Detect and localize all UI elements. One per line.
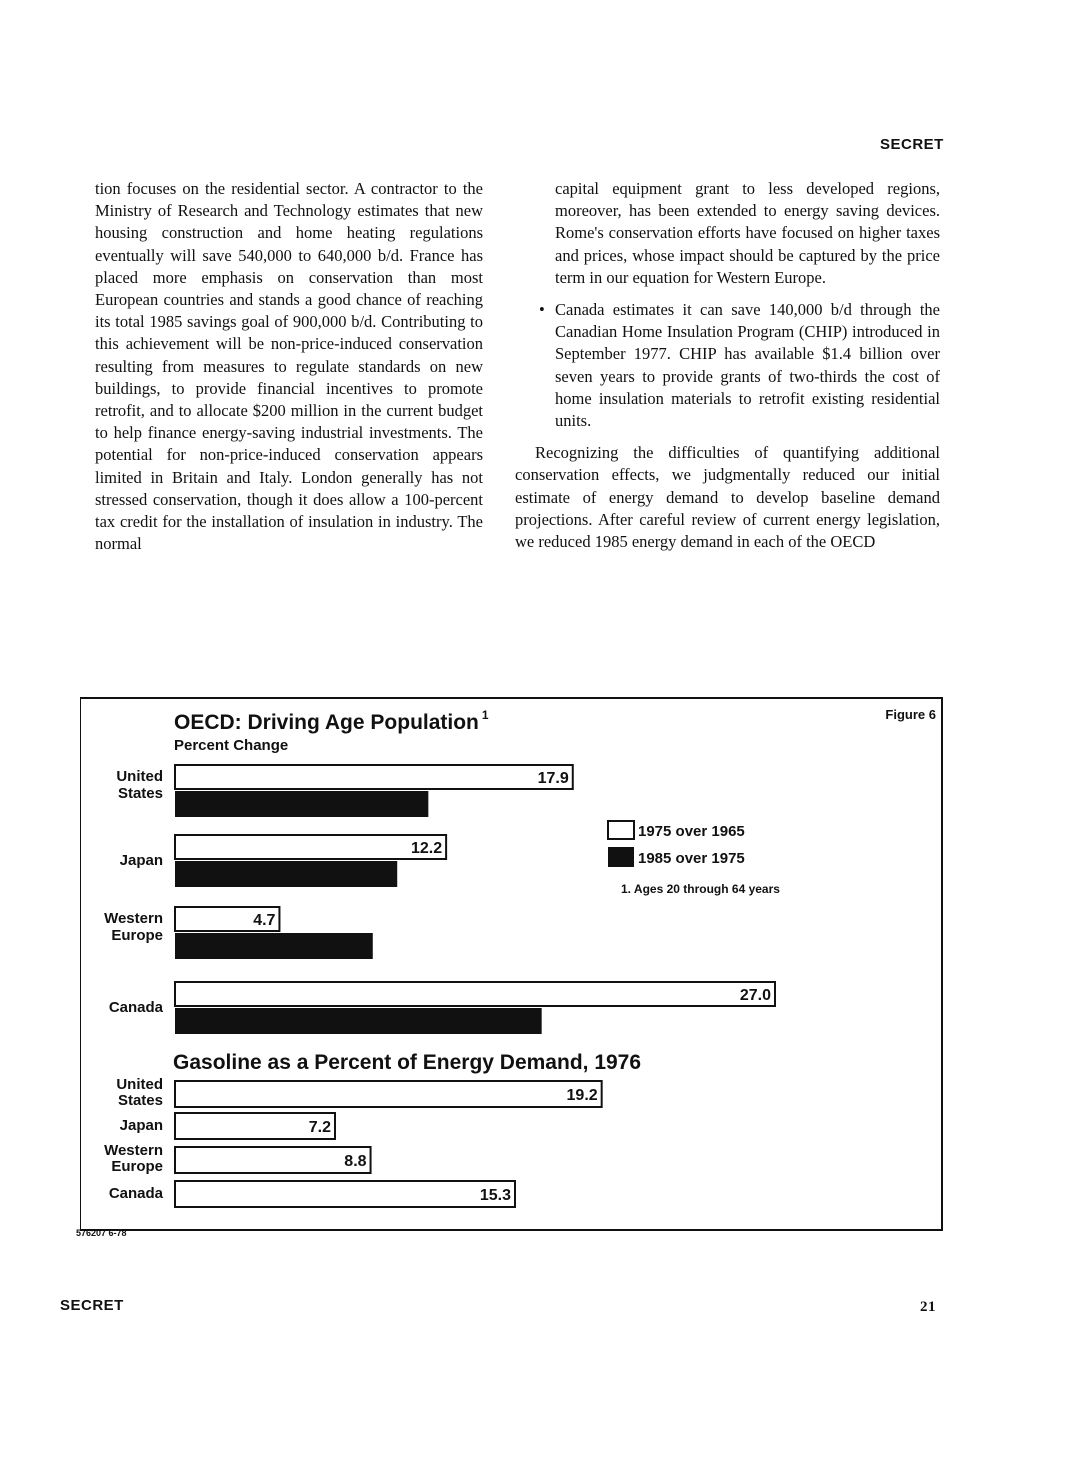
left-paragraph: tion focuses on the residential sector. A contractor to the Ministry of Research and Technology estimates that new housing construction and home heating regulations eventually will save 540,000 to 640,000 b/d. France has placed more emphasis on conservation than most European countries and stands a good chance of reaching its total 1985 savings goal of 900,000 b/d. Contributing to this achievement will be non-price-induced conservation resulting from measures to regulate standards on new buildings, to provide financial incentives to promote retrofit, and to allocate $200 million in the current budget to help finance energy-saving industrial investments. The potential for non-price-induced conservation appears limited in Britain and Italy. London generally has not stressed conservation, though it does allow a 100-percent tax credit for the installation of insulation in industry. The normal (95, 179, 483, 554)
chart1-bar-1975-over-1965 (175, 765, 573, 789)
chart2-category-label: Japan (119, 1117, 163, 1134)
legend-label-1985-over-1975: 1985 over 1975 (638, 850, 745, 867)
chart2-bar-value-label: 7.2 (308, 1119, 331, 1136)
chart2-bar (175, 1147, 371, 1173)
chart1-title-footnote-mark: 1 (481, 708, 489, 722)
chart1-category-label: States (117, 785, 163, 802)
chart2-category-label: Western (104, 1142, 163, 1159)
chart2-category-label: United (116, 1076, 163, 1093)
header-classification: SECRET (880, 136, 944, 153)
chart1-category-label: Canada (108, 999, 163, 1016)
chart2-category-label: Canada (108, 1185, 163, 1202)
chart2-bar-value-label: 19.2 (566, 1087, 598, 1104)
bullet-text: Canada estimates it can save 140,000 b/d through the Canadian Home Insulation Program (CHIP) introduced in September 1977. CHIP has available $1.4 billion over seven years to provide grants of two-thirds the cost of home insulation materials to retrofit existing residential units. (555, 300, 940, 431)
right-paragraph-1: capital equipment grant to less developed regions, moreover, has been extended to energy saving devices. Rome's conservation efforts have focused on higher taxes and prices, whose impact should be captured by the price term in our equation for Western Europe. (555, 179, 940, 287)
figure-label: Figure 6 (885, 707, 936, 722)
chart2-bar-value-label: 15.3 (479, 1187, 511, 1204)
legend-swatch-1975-over-1965 (608, 821, 634, 839)
legend-swatch-1985-over-1975 (608, 847, 634, 867)
chart2-category-label: Europe (111, 1158, 163, 1175)
figure-6-chart (81, 699, 941, 1229)
chart1-bar-1985-over-1975 (175, 1008, 542, 1034)
figure-6 (80, 697, 943, 1231)
figure-code: 576207 6-78 (76, 1228, 127, 1238)
chart1-title: OECD: Driving Age Population (174, 711, 479, 734)
chart1-bar-value-label: 4.7 (253, 912, 276, 929)
chart2-title: Gasoline as a Percent of Energy Demand, 1976 (173, 1051, 642, 1074)
chart1-bar-value-label: 12.2 (410, 840, 443, 857)
right-paragraph-2: Recognizing the difficulties of quantifying additional conservation effects, we judgmentally reduced our initial estimate of energy demand to develop baseline demand projections. After careful review of current energy legislation, we reduced 1985 energy demand in each of the OECD (515, 443, 940, 552)
chart2-bar (175, 1081, 602, 1107)
chart1-category-label: Japan (119, 852, 163, 869)
chart1-bar-1985-over-1975 (175, 861, 397, 887)
chart1-bar-value-label: 27.0 (739, 987, 771, 1004)
chart1-category-label: United (116, 768, 163, 785)
chart1-bar-1985-over-1975 (175, 933, 373, 959)
left-column (95, 178, 483, 565)
right-column (515, 178, 940, 563)
legend-label-1975-over-1965: 1975 over 1965 (638, 823, 745, 840)
chart1-subtitle: Percent Change (174, 737, 289, 754)
chart2-bar-value-label: 8.8 (344, 1153, 367, 1170)
chart1-category-label: Western (104, 910, 163, 927)
chart2-category-label: States (117, 1092, 163, 1109)
footer-classification: SECRET (60, 1297, 124, 1314)
bullet-item (539, 299, 940, 432)
chart1-bar-1975-over-1965 (175, 835, 446, 859)
page-number: 21 (920, 1299, 936, 1315)
chart2-bar (175, 1181, 515, 1207)
chart1-footnote: 1. Ages 20 through 64 years (621, 882, 780, 896)
chart1-bar-1985-over-1975 (175, 791, 428, 817)
chart1-bar-1975-over-1965 (175, 982, 775, 1006)
chart1-bar-value-label: 17.9 (537, 770, 569, 787)
chart1-category-label: Europe (111, 927, 163, 944)
bullet-symbol: • (539, 300, 545, 320)
